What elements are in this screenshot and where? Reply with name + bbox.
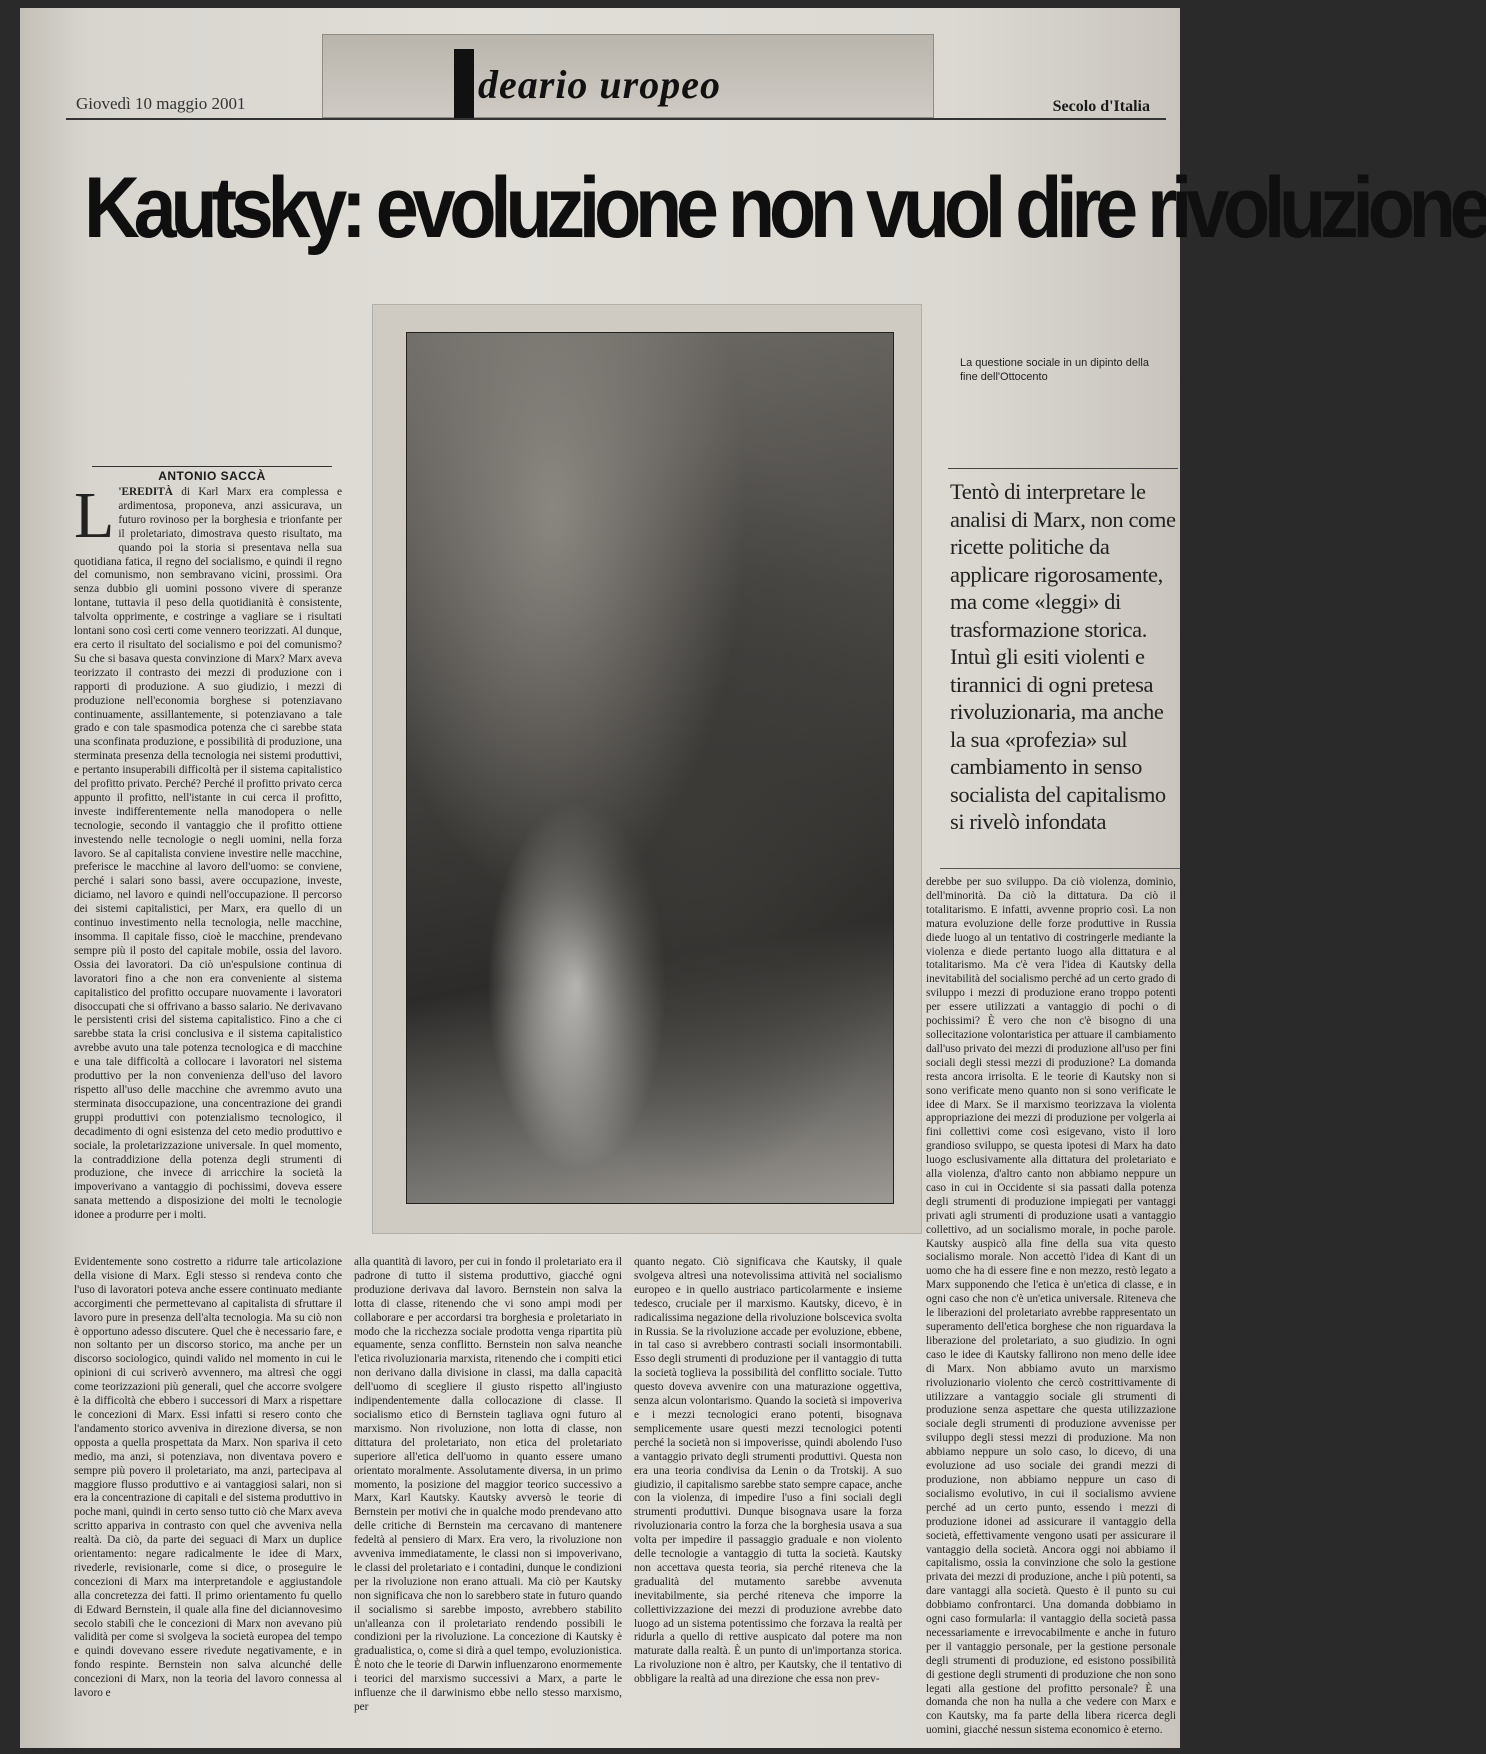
byline: ANTONIO SACCÀ xyxy=(92,466,332,483)
opening-word: 'EREDITÀ xyxy=(118,486,173,498)
section-title xyxy=(450,48,721,120)
drop-cap: L xyxy=(74,479,115,552)
pullquote-bottom-rule xyxy=(940,868,1180,869)
article-column-2 xyxy=(354,1256,622,1736)
article-column-4 xyxy=(926,876,1176,1736)
article-text-1: di Karl Marx era complessa e ardimentosa, proponeva, anzi assicurava, un futuro rovinoso per la borghesia e trionfante per il proletariato, dimostrava questo risultato, ma quando poi la storia si presentava nella sua quotidiana fatica, il regno del socialismo, e quindi il regno del comunismo, non sembravano vicini, prossimi. Ora senza dubbio gli uomini possono vivere di speranze lontane, tuttavia il peso della quotidianità è consistente, talvolta opprimente, e costringe a vagliare se i risultati lontani sono così certi come vennero teorizzati. Al dunque, era certo il risultato del socialismo e poi del comunismo? Su che si basava questa convinzione di Marx? Marx aveva teorizzato il contrasto dei mezzi di produzione con i rapporti di produzione. A suo giudizio, i mezzi di produzione nell'economia borghese si potenziavano continuamente, assillantemente, si potenziavano a tale grado e con tale spasmodica potenza che ci sarebbe stata una sconfinata produzione, e possibilità di produzione, una sterminata presenza della tecnologia nei sistemi produttivi, e pertanto insuperabili difficoltà per il sistema capitalistico del profitto privato. Perché? Perché il profitto privato cerca appunto il profitto, nell'istante in cui cerca il profitto, investe indifferentemente nella manodopera o nelle tecnologie, secondo il vantaggio che il profitto ottiene investendo nelle tecnologie o negli uomini, nella forza lavoro. Se al capitalista conviene investire nelle macchine, preferisce le macchine al lavoro dell'uomo: se conviene, perché i salari sono bassi, avere occupazione, investe, diciamo, nel lavoro e quindi nell'occupazione. Il percorso dei sistemi capitalistici, per Marx, era quello di un continuo investimento nella tecnologia, nelle macchine, insomma. Il capitale fisso, cioè le macchine, prendevano sempre più il posto del capitale mobile, ossia del lavoro. Ossia dei lavoratori. Da ciò un'espulsione continua di lavoratori fino a che non era conveniente al sistema capitalistico del profitto occupare nuovamente i lavoratori disoccupati che si offrivano a basso salario. Ne derivavano le persistenti crisi del sistema capitalistico. Fino a che ci sarebbe stata la crisi conclusiva e il sistema capitalistico avrebbe avuto una tale potenza tecnologica e di macchine e una tale difficoltà a collocare i lavoratori nel sistema produttivo per la non convenienza dell'uso del lavoro rispetto all'uso delle macchine che avremmo avuto una sterminata disoccupazione, una concentrazione dei grandi gruppi produttivi con potenzialismo tecnologico, il decadimento di ogni esistenza del ceto medio produttivo e sociale, la proletarizzazione universale. In quel momento, la contraddizione della potenza degli strumenti di produzione, che invece di arricchire la società la impoverivano a vantaggio di pochissimi, doveva essere sanata mettendo a disposizione dei molti le tecnologie idonee a produrre per i molti. xyxy=(74,486,342,1222)
article-column-1 xyxy=(74,479,342,1256)
article-text-3: quanto negato. Ciò significava che Kautsky, il quale svolgeva altresì una notevolissima attività nel socialismo europeo e in quello austriaco particolarmente e insieme tedesco, cruciale per il marxismo. Kautsky, dicevo, è in radicalissima negazione della rivoluzione bolscevica svolta in Russia. Se la rivoluzione accade per evoluzione, ebbene, in tal caso si avrebbero contrasti sociali insormontabili. Esso degli strumenti di produzione per il vantaggio di tutta la società toglieva la possibilità del conflitto sociale. Tutto questo doveva avvenire con una maturazione oggettiva, senza alcun volontarismo. Quando la società si impoveriva e i mezzi tecnologici erano potenti, bisognava semplicemente usare questi mezzi tecnologici potenti perché la società non si impoverisse, quindi abolendo l'uso a vantaggio privato degli strumenti produttivi. Questa non era una teoria condivisa da Lenin o da Trotskij. A suo giudizio, il capitalismo sarebbe stato sempre capace, anche con la violenza, di impedire l'uso a fini sociali degli strumenti produttivi. Dunque bisognava usare la forza rivoluzionaria contro la forza che la borghesia usava a sua volta per impedire il passaggio graduale e non violento delle tecnologie a vantaggio di tutta la società. Kautsky non accettava questa teoria, sia perché riteneva che la gradualità del mutamento sarebbe avvenuta inevitabilmente, sia perché riteneva che imporre la collettivizzazione dei mezzi di produzione avrebbe dato luogo ad un sistema potentissimo che forzava la realtà per ridurla a quello di rettive auspicato dal potere ma non maturate dalla realtà. È un punto di un'importanza storica. La rivoluzione non è altro, per Kautsky, che il tentativo di obbligare la realtà ad una direzione che essa non prev- xyxy=(634,1256,902,1686)
section-title-text: deario uropeo xyxy=(478,61,721,107)
issue-date: Giovedì 10 maggio 2001 xyxy=(76,94,246,113)
article-text-1b: Evidentemente sono costretto a ridurre tale articolazione della visione di Marx. Egli stesso si rendeva conto che l'uso di lavoratori poteva anche essere continuato mediante accorgimenti che permettevano al capitalista di sfruttare il lavoro pure in presenza dell'alta tecnologia. Ma su ciò non è opportuno adesso discutere. Quel che è necessario fare, e non soltanto per un discorso storico, ma anche per un discorso sociologico, quindi valido nel momento in cui le opinioni di cui scriverò avvennero, ma altresì che oggi come teorizzazioni più generali, quel che accorre svolgere è la difficoltà che ebbero i successori di Marx a rispettare le concezioni di Marx. Essi infatti si resero conto che l'andamento storico avveniva in direzione diversa, se non opposta a quella prospettata da Marx. Non spariva il ceto medio, ma anzi, si potenziava, non diventava povero e sempre più povero il proletariato, ma anzi, partecipava al maggiore flusso produttivo e ai vantaggiosi salari, non si era la concentrazione di capitali e del sistema produttivo in poche mani, quindi in certo senso tutto ciò che Marx aveva scritto appariva in contrasto con quel che avveniva nella realtà. Da ciò, da parte dei seguaci di Marx un duplice orientamento: negare radicalmente le idee di Marx, rivederle, revisionarle, come si dice, o proseguire le concezioni di Marx ma interpretandole e aggiustandole alla concretezza dei fatti. Il primo orientamento fu quello di Edward Bernstein, il quale alla fine del diciannovesimo secolo stabilì che le concezioni di Marx non avevano più validità per come si svolgeva la società europea del tempo e quindi dovevano essere rivedute negativamente, e in fondo respinte. Bernstein non salva alcunché delle concezioni di Marx, non la teoria del lavoro connessa al lavoro e xyxy=(74,1256,342,1700)
article-text-2: alla quantità di lavoro, per cui in fondo il proletariato era il padrone di tutto il sistema produttivo, giacché ogni produzione derivava dal lavoro. Bernstein non salva la lotta di classe, ritenendo che vi sono ampi modi per collaborare e per accordarsi tra borghesia e proletariato in modo che la ricchezza sociale prodotta venga ripartita più equamente, senza conflitto. Bernstein non salva neanche l'etica rivoluzionaria marxista, ritenendo che i compiti etici non derivano dalla divisione in classi, ma dalla capacità dell'uomo di scegliere il giusto rispetto all'ingiusto indipendentemente dalla collocazione di classe. Il socialismo etico di Bernstein tagliava ogni futuro al marxismo. Non rivoluzione, non lotta di classe, non dittatura del proletariato, non etica del proletariato superiore all'etica dell'uomo in quanto essere umano orientato moralmente. Assolutamente diversa, in un primo momento, la posizione del maggior teorico successivo a Marx, Karl Kautsky. Kautsky avversò le teorie di Bernstein per motivi che in qualche modo prendevano atto delle critiche di Bernstein ma cercavano di mantenere fedeltà al pensiero di Marx. Era vero, la rivoluzione non avveniva immediatamente, le classi non si impoverivano, le classi del proletariato e i contadini, dunque le condizioni per la rivoluzione non erano attuali. Ma ciò per Kautsky non significava che non lo sarebbero state in futuro quando il socialismo si sarebbe imposto, avrebbero stabilito un'alleanza con il proletariato rendendo possibili le condizioni per la rivoluzione. La concezione di Kautsky è gradualistica, o, come si dirà a quel tempo, evoluzionistica. È noto che le teorie di Darwin influenzarono enormemente i teorici del marxismo successivi a Marx, a parte le influenze che il darwinismo ebbe nello stesso marxismo, per xyxy=(354,1256,622,1713)
pullquote: Tentò di interpretare le analisi di Marx, non come ricette politiche da applicare rigorosamente, ma come «leggi» di trasformazione storica. Intuì gli esiti violenti e tirannici di ogni pretesa rivoluzionaria, ma anche la sua «profezia» sul cambiamento in senso socialista del capitalismo si rivelò infondata xyxy=(950,479,1176,834)
painting-image xyxy=(406,332,894,1204)
article-column-1b xyxy=(74,1256,342,1736)
pullquote-rule xyxy=(948,468,1178,469)
photo-caption: La questione sociale in un dipinto della fine dell'Ottocento xyxy=(960,357,1149,383)
article-column-3 xyxy=(634,1256,902,1736)
headline: Kautsky: evoluzione non vuol dire rivoluzione xyxy=(84,160,1486,256)
section-initial-i xyxy=(454,49,474,119)
article-text-4: derebbe per suo sviluppo. Da ciò violenza, dominio, dell'minorità. Da ciò la dittatura. Da ciò il totalitarismo. E infatti, avvenne proprio così. La non matura evoluzione delle forze produttive in Russia diede luogo al un tentativo di costringerle mediante la violenza e diede pertanto luogo alla dittatura e al totalitarismo. Ma c'è vera l'idea di Kautsky della inevitabilità del socialismo perché ad un certo grado di sviluppo i mezzi di produzione erano troppo potenti per essere utilizzati a vantaggio di pochi o di pochissimi? È vero che non c'è bisogno di una sollecitazione volontaristica per attuare il cambiamento dall'uso privato dei mezzi di produzione all'uso per fini sociali degli stessi mezzi di produzione? La domanda resta ancora irrisolta. E le teorie di Kautsky non si sono verificate meno quanto non si sono verificate le idee di Marx. Se il marxismo teorizzava la violenta appropriazione dei mezzi di produzione per volgerla ai fini collettivi come così esigevano, visto il loro grandioso sviluppo, se questa ipotesi di Marx ha dato luogo esclusivamente alla dittatura del proletariato e alla violenza, d'altro canto non abbiamo neppure un caso in cui in Occidente si sia passati dalla potenza degli strumenti di produzione impiegati per vantaggi privati agli strumenti di produzione usati a vantaggio collettivo, ad un socialismo morale, in poche parole. Kautsky auspicò alla fine della sua vita questo socialismo morale. Non accettò l'idea di Kant di un uomo che ha di essere fine e non mezzo, restò legato a Marx supponendo che l'etica è un'etica di classe, e in ogni caso che non c'è un'etica universale. Riteneva che le liberazioni del proletariato avrebbe rappresentato un superamento dell'etica borghese che non riguardava la liberazione del proletariato, a suo giudizio. In ogni caso le idee di Kautsky fallirono non meno delle idee di Marx. Non abbiamo avuto un marxismo rivoluzionario violento che cercò costrittivamente di utilizzare a vantaggio sociale gli strumenti di produzione senza aspettare che questa utilizzazione sociale degli strumenti di produzione avvenisse per sviluppo degli stessi mezzi di produzione. Ma non abbiamo neppure un solo caso, lo dicevo, di una evoluzione ad uso sociale dei grandi mezzi di produzione, non abbiamo neppure un caso di socialismo evolutivo, in cui il socialismo avviene perché ad un certo punto, essendo i mezzi di produzione idonei ad assicurare il vantaggio della società, effettivamente vengono usati per assicurare il vantaggio della società. Ancora oggi noi abbiamo il capitalismo, ossia la convinzione che solo la gestione privata dei mezzi di produzione, anche i più potenti, sa dare vantaggi alla società. Questo è il punto su cui dobbiamo confrontarci. Una domanda dobbiamo in ogni caso formularla: il vantaggio della società passa necessariamente e irrevocabilmente e anche in futuro per il vantaggio personale, per la gestione personale degli strumenti di produzione, ed esistono possibilità di gestione degli strumenti di produzione che non sono legati alla gestione del profitto personale? È una domanda che non ha nulla a che vedere con Marx e con Kautsky, ma fa parte della libera ricerca degli uomini, giacché nessun sistema economico è eterno. xyxy=(926,876,1176,1737)
newspaper-name: Secolo d'Italia xyxy=(1052,98,1150,115)
masthead-rule xyxy=(66,118,1166,120)
newspaper-page xyxy=(20,8,1486,1748)
